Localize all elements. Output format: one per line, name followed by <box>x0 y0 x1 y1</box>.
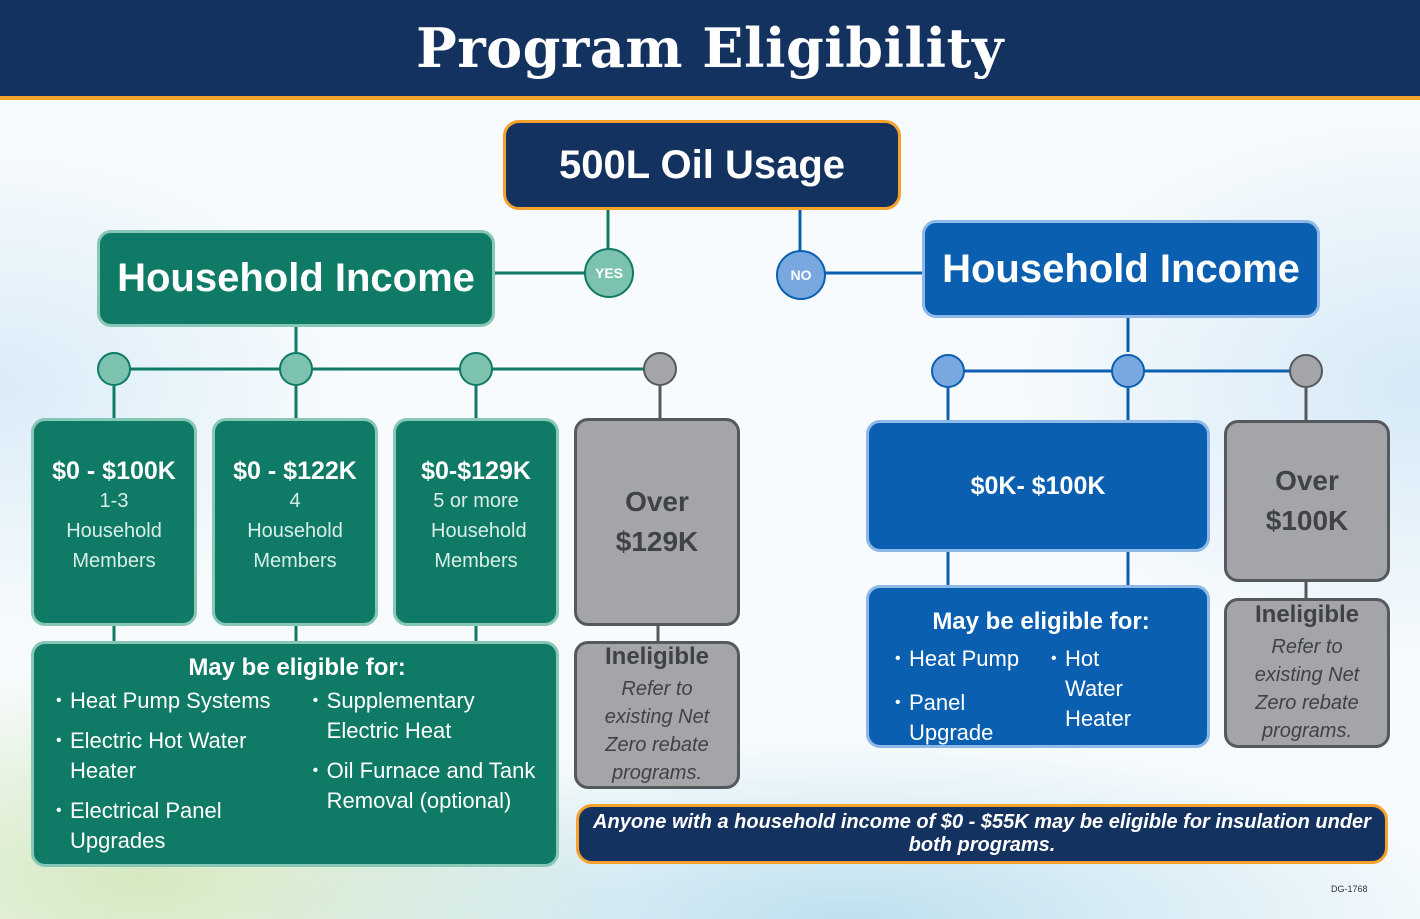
eligible-list-col-1 <box>56 686 313 866</box>
income-tier-members: 4 Household Members <box>247 490 343 572</box>
income-tier-right <box>866 420 1210 552</box>
branch-dot <box>1289 354 1323 388</box>
eligible-title: May be eligible for: <box>188 654 406 681</box>
eligible-item: • Electrical Panel Upgrades <box>56 796 313 856</box>
income-tier-members: 1-3 Household Members <box>66 490 162 572</box>
ineligible-box-right <box>1224 598 1390 748</box>
branch-dot <box>97 352 131 386</box>
branch-dot <box>643 352 677 386</box>
income-tier-amount: $0-$129K <box>421 457 531 485</box>
income-tier-3 <box>393 418 559 626</box>
income-over-right <box>1224 420 1390 582</box>
eligible-box-right <box>866 585 1210 748</box>
eligible-box-left <box>31 641 559 867</box>
branch-dot <box>279 352 313 386</box>
yes-node: YES <box>584 248 634 298</box>
eligible-list-col-2 <box>313 686 538 866</box>
branch-dot <box>1111 354 1145 388</box>
document-code: DG-1768 <box>1331 884 1368 894</box>
household-income-yes-node: Household Income <box>97 230 495 327</box>
eligible-list-col-1 <box>891 644 1051 758</box>
eligible-item: • Electric Hot Water Heater <box>56 726 313 786</box>
no-node: NO <box>776 250 826 300</box>
eligible-item: • Heat Pump Systems <box>56 686 313 716</box>
eligible-item: • Hot Water Heater <box>1051 644 1161 734</box>
eligible-list-col-2 <box>1051 644 1161 758</box>
income-tier-amount: $0 - $100K <box>52 457 176 485</box>
income-tier-amount: $0 - $122K <box>233 457 357 485</box>
eligible-item: • Heat Pump <box>895 644 1051 674</box>
over-income-label: Over $100K <box>1265 465 1349 536</box>
branch-dot <box>459 352 493 386</box>
over-income-label: Over $129K <box>615 486 699 557</box>
ineligible-text: Refer to existing Net Zero rebate programs. <box>604 678 710 784</box>
eligible-item: • Supplementary Electric Heat <box>313 686 538 746</box>
oil-usage-node: 500L Oil Usage <box>503 120 901 210</box>
eligible-item: • Oil Furnace and Tank Removal (optional) <box>313 756 538 816</box>
page-title: Program Eligibility <box>416 16 1004 80</box>
income-tier-members: 5 or more Household Members <box>431 490 527 572</box>
ineligible-title: Ineligible <box>1254 601 1359 628</box>
ineligible-title: Ineligible <box>604 643 709 670</box>
insulation-footnote: Anyone with a household income of $0 - $55K may be eligible for insulation under both programs. <box>576 804 1388 864</box>
ineligible-text: Refer to existing Net Zero rebate programs. <box>1254 636 1360 742</box>
ineligible-box-left <box>574 641 740 789</box>
household-income-no-node: Household Income <box>922 220 1320 318</box>
income-tier-1 <box>31 418 197 626</box>
branch-dot <box>931 354 965 388</box>
income-over-left <box>574 418 740 626</box>
income-tier-amount: $0K- $100K <box>970 471 1106 500</box>
income-tier-2 <box>212 418 378 626</box>
eligible-title: May be eligible for: <box>932 608 1150 635</box>
eligible-item: • Panel Upgrade <box>895 688 1051 748</box>
